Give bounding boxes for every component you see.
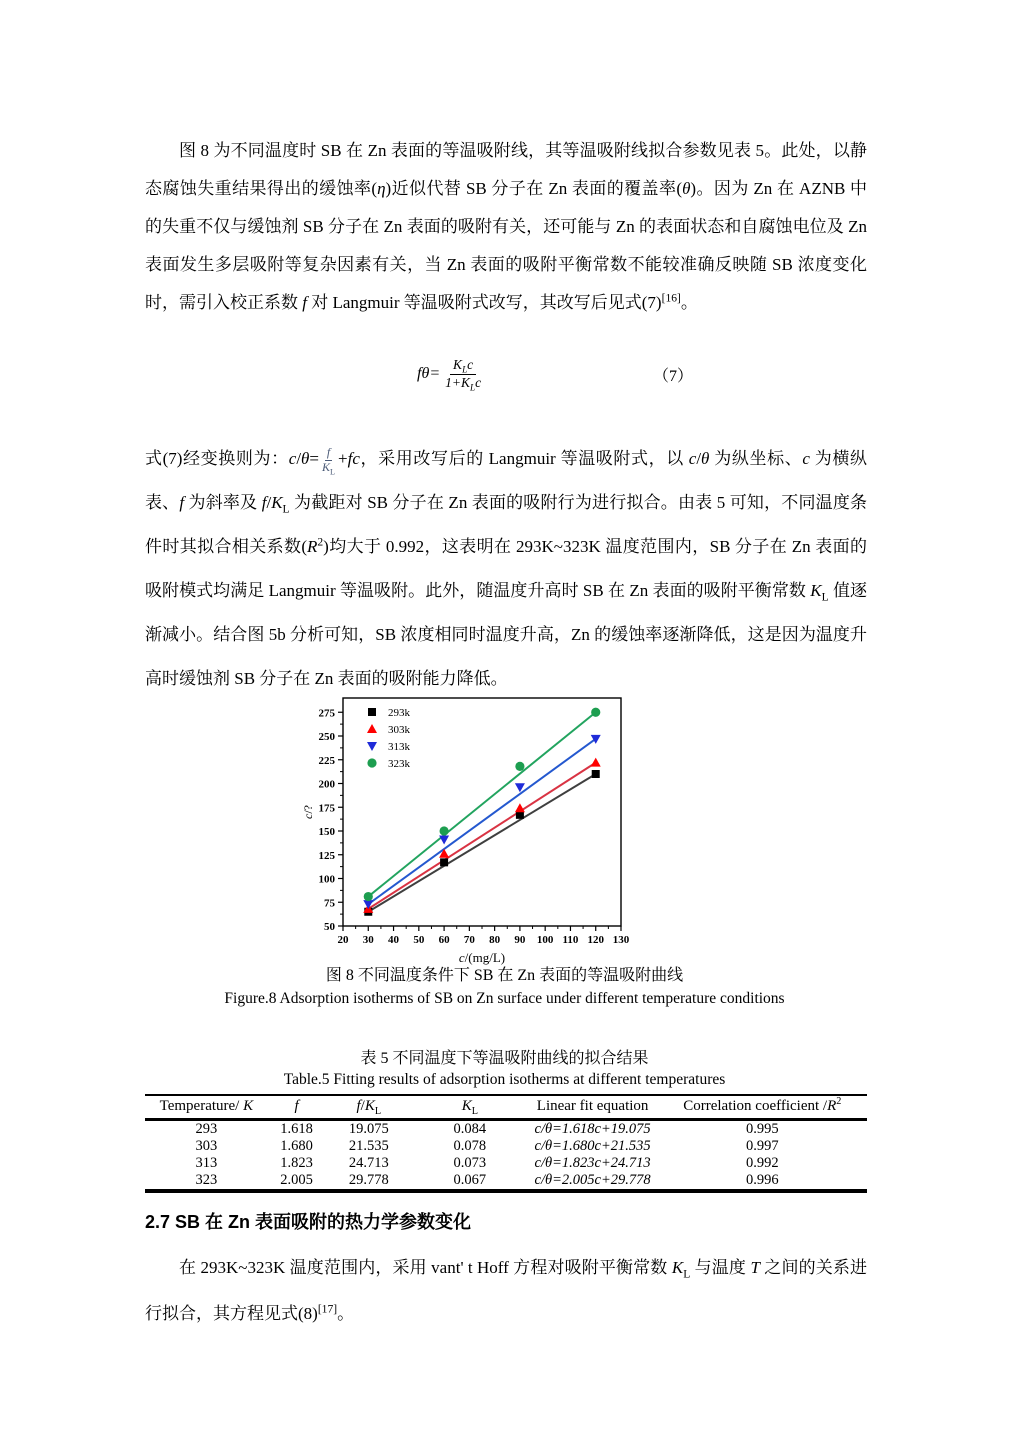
- svg-text:c/?: c/?: [301, 805, 315, 819]
- svg-text:60: 60: [438, 934, 450, 946]
- figure-caption-zh: 图 8 不同温度条件下 SB 在 Zn 表面的等温吸附曲线: [325, 967, 684, 984]
- paragraph-vant-hoff: 在 293K~323K 温度范围内，采用 vant' t Hoff 方程对吸附平衡常数 $K_L$ 与温度 T 之间的关系进行拟合，其方程见式(8)[17]。: [145, 1258, 868, 1323]
- svg-text:c/(mg/L): c/(mg/L): [458, 950, 506, 965]
- svg-text:50: 50: [324, 921, 335, 933]
- svg-text:75: 75: [324, 897, 335, 910]
- figure-caption-en: Figure.8 Adsorption isotherms of SB on Zn surface under different temperature conditions: [224, 990, 785, 1007]
- inline-fraction: $\frac{f}{K_L}$: [322, 444, 335, 476]
- paragraph-langmuir-fit: 式(7)经变换则为：c/θ= $\frac{f}{K_L}$ +fc，采用改写后的 Langmuir 等温吸附式，以 c/θ 为纵坐标、c 为横纵表、f 为斜率及 $f/K_L$ 为截距对 SB 分子在 Zn 表面的吸附行为进行拟合。由表 5 可知，不同温度条件时其拟合相关系数$(R^2)$均大于 0.992，这表明在 293K~323K 温度范围内，SB 分子在 Zn 表面的吸附模式均满足 Langmuir 等温吸附。此外，随温度升高时 SB 在 Zn 表面的吸附平衡常数 $K_L$ 值逐渐减小。结合图 5b 分析可知，SB 浓度相同时温度升高，Zn 的缓蚀率逐渐降低，这是因为温度升高时缓蚀剂 SB 分子在 Zn 表面的吸附能力降低。: [145, 444, 868, 688]
- chart-legend: [388, 707, 411, 770]
- svg-text:30: 30: [362, 934, 374, 946]
- table-row: 323 2.005 29.778 0.067 c/θ=2.005c+29.778 0.996: [195, 1172, 779, 1188]
- col-f: f: [268, 1095, 326, 1120]
- svg-text:70: 70: [463, 934, 475, 946]
- svg-text:100: 100: [318, 873, 335, 886]
- col-f-over-kl: $f/K_L$: [325, 1095, 412, 1120]
- col-kl: $K_L$: [412, 1095, 528, 1120]
- table-title-en: Table.5 Fitting results of adsorption isotherms at different temperatures: [283, 1071, 726, 1088]
- svg-text:250: 250: [318, 731, 335, 743]
- svg-text:175: 175: [318, 802, 335, 815]
- svg-text:225: 225: [318, 754, 335, 767]
- col-temperature: Temperature/ K: [145, 1095, 268, 1120]
- svg-text:90: 90: [514, 934, 526, 946]
- svg-text:130: 130: [612, 934, 630, 946]
- section-heading-2-7: 2.7 SB 在 Zn 表面吸附的热力学参数变化: [145, 1211, 472, 1232]
- equation-lhs: fθ=: [417, 365, 441, 382]
- svg-text:150: 150: [318, 826, 335, 838]
- svg-text:80: 80: [489, 934, 501, 946]
- col-r2: Correlation coefficient $/R^2$: [658, 1095, 867, 1120]
- svg-text:40: 40: [388, 934, 400, 946]
- table-row: 313 1.823 24.713 0.073 c/θ=1.823c+24.713 0.992: [195, 1155, 779, 1171]
- isotherm-chart: [300, 688, 720, 966]
- svg-text:110: 110: [562, 934, 579, 946]
- col-linear-fit: Linear fit equation: [528, 1095, 658, 1120]
- svg-text:293k: 293k: [388, 707, 410, 719]
- svg-text:323k: 323k: [388, 758, 410, 770]
- svg-text:313k: 313k: [388, 741, 410, 753]
- svg-text:200: 200: [318, 778, 335, 791]
- table-row: 303 1.680 21.535 0.078 c/θ=1.680c+21.535 0.997: [195, 1138, 779, 1154]
- chart-canvas: [300, 688, 720, 966]
- svg-text:275: 275: [318, 707, 335, 720]
- svg-text:100: 100: [536, 934, 554, 946]
- table-header-row: [145, 1095, 867, 1120]
- svg-text:125: 125: [318, 849, 335, 862]
- equation-fraction: $\frac{K_Lc}{1+K_Lc}$: [445, 356, 482, 393]
- svg-text:120: 120: [587, 934, 604, 946]
- equation-7: [145, 345, 867, 403]
- paragraph-intro: 图 8 为不同温度时 SB 在 Zn 表面的等温吸附线，其等温吸附线拟合参数见表 5。此处，以静态腐蚀失重结果得出的缓蚀率(η)近似代替 SB 分子在 Zn 表面的覆盖率(θ)。因为 Zn 在 AZNB 中的失重不仅与缓蚀剂 SB 分子在 Zn 表面的吸附有关，还可能与 Zn 的表面状态和自腐蚀电位及 Zn 表面发生多层吸附等复杂因素有关，当 Zn 表面的吸附平衡常数不能较准确反映随 SB 浓度变化时，需引入校正系数 f 对 Langmuir 等温吸附式改写，其改写后见式(7)[16]。: [145, 141, 868, 312]
- table-row: 293 1.618 19.075 0.084 c/θ=1.618c+19.075 0.995: [195, 1121, 779, 1137]
- fitting-results-table: [145, 1094, 867, 1193]
- equation-number: （7）: [653, 367, 694, 385]
- svg-text:20: 20: [337, 934, 349, 946]
- svg-text:303k: 303k: [388, 724, 410, 736]
- table-title-zh: 表 5 不同温度下等温吸附曲线的拟合结果: [360, 1050, 649, 1067]
- svg-text:50: 50: [413, 934, 425, 946]
